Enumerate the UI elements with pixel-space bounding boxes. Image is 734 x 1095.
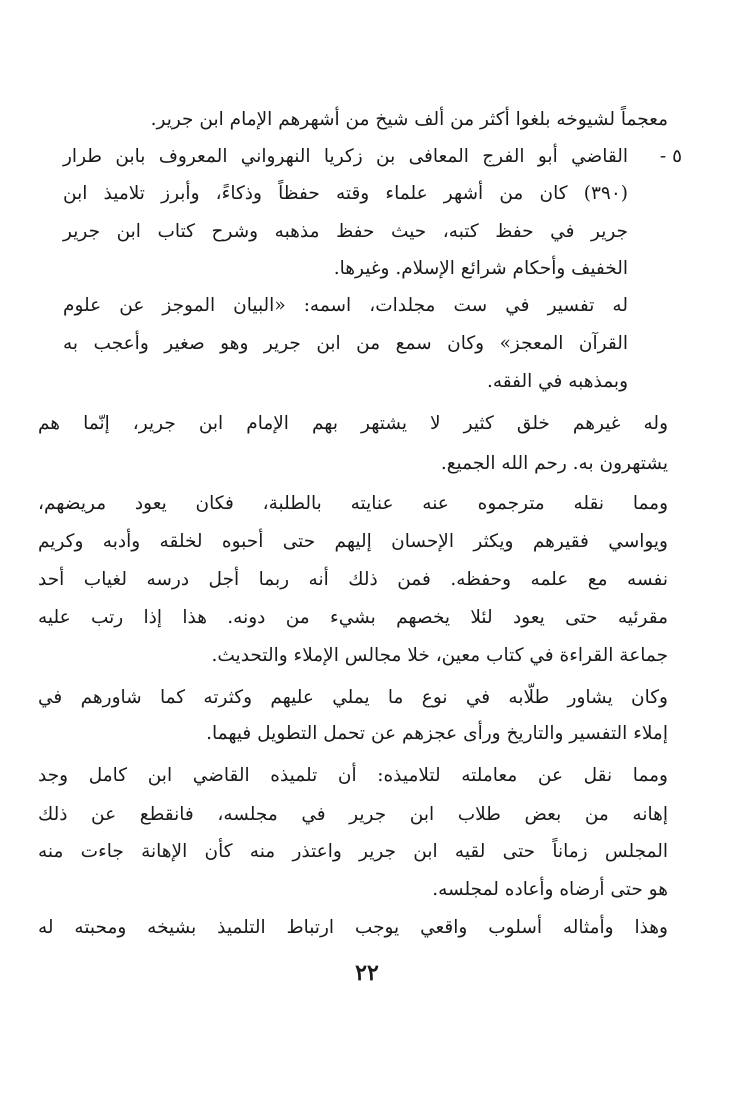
text-line: وكان يشاور طلّابه في نوع ما يملي عليهم وكثرته كما شاورهم في bbox=[38, 687, 668, 708]
text-line: وله غيرهم خلق كثير لا يشتهر بهم الإمام ابن جرير، إنّما هم bbox=[38, 413, 668, 434]
text-line: القاضي أبو الفرج المعافى بن زكريا النهرواني المعروف بابن طرار bbox=[63, 146, 628, 167]
text-line: (٣٩٠) كان من أشهر علماء وقته حفظاً وذكاءً، وأبرز تلاميذ ابن bbox=[63, 183, 628, 204]
text-line: ومما نقله مترجموه عنه عنايته بالطلبة، فكان يعود مريضهم، bbox=[38, 493, 668, 514]
text-line: جرير في حفظ كتبه، حيث حفظ مذهبه وشرح كتاب ابن جرير bbox=[63, 221, 628, 242]
text-line: القرآن المعجز» وكان سمع من ابن جرير وهو صغير وأعجب به bbox=[63, 333, 628, 354]
text-line: المجلس زماناً حتى لقيه ابن جرير واعتذر منه كأن الإهانة جاءت منه bbox=[38, 841, 668, 862]
page-number: ٢٢ bbox=[355, 960, 379, 986]
text-line: وبمذهبه في الفقه. bbox=[486, 371, 628, 392]
text-line: إهانه من بعض طلاب ابن جرير في مجلسه، فانقطع عن ذلك bbox=[38, 804, 668, 825]
item-number: ٥ - bbox=[659, 146, 682, 167]
text-line: وهذا وأمثاله أسلوب واقعي يوجب ارتباط التلميذ بشيخه ومحبته له bbox=[38, 917, 668, 938]
text-line: هو حتى أرضاه وأعاده لمجلسه. bbox=[432, 879, 668, 900]
text-line: الخفيف وأحكام شرائع الإسلام. وغيرها. bbox=[333, 258, 628, 279]
text-line: معجماً لشيوخه بلغوا أكثر من ألف شيخ من أشهرهم الإمام ابن جرير. bbox=[150, 109, 668, 130]
text-line: إملاء التفسير والتاريخ ورأى عجزهم عن تحمل التطويل فيهما. bbox=[206, 723, 668, 744]
text-line: ومما نقل عن معاملته لتلاميذه: أن تلميذه القاضي ابن كامل وجد bbox=[38, 765, 668, 786]
text-line: جماعة القراءة في كتاب معين، خلا مجالس الإملاء والتحديث. bbox=[211, 645, 668, 666]
text-line: نفسه مع علمه وحفظه. فمن ذلك أنه ربما أجل درسه لغياب أحد bbox=[38, 569, 668, 590]
text-line: ويواسي فقيرهم ويكثر الإحسان إليهم حتى أحبوه لخلقه وأدبه وكريم bbox=[38, 531, 668, 552]
text-line: له تفسير في ست مجلدات، اسمه: «البيان الموجز عن علوم bbox=[63, 295, 628, 316]
text-line: مقرئيه حتى يعود لئلا يخصهم بشيء من دونه. هذا إذا رتب عليه bbox=[38, 607, 668, 628]
text-line: يشتهرون به. رحم الله الجميع. bbox=[440, 453, 668, 474]
